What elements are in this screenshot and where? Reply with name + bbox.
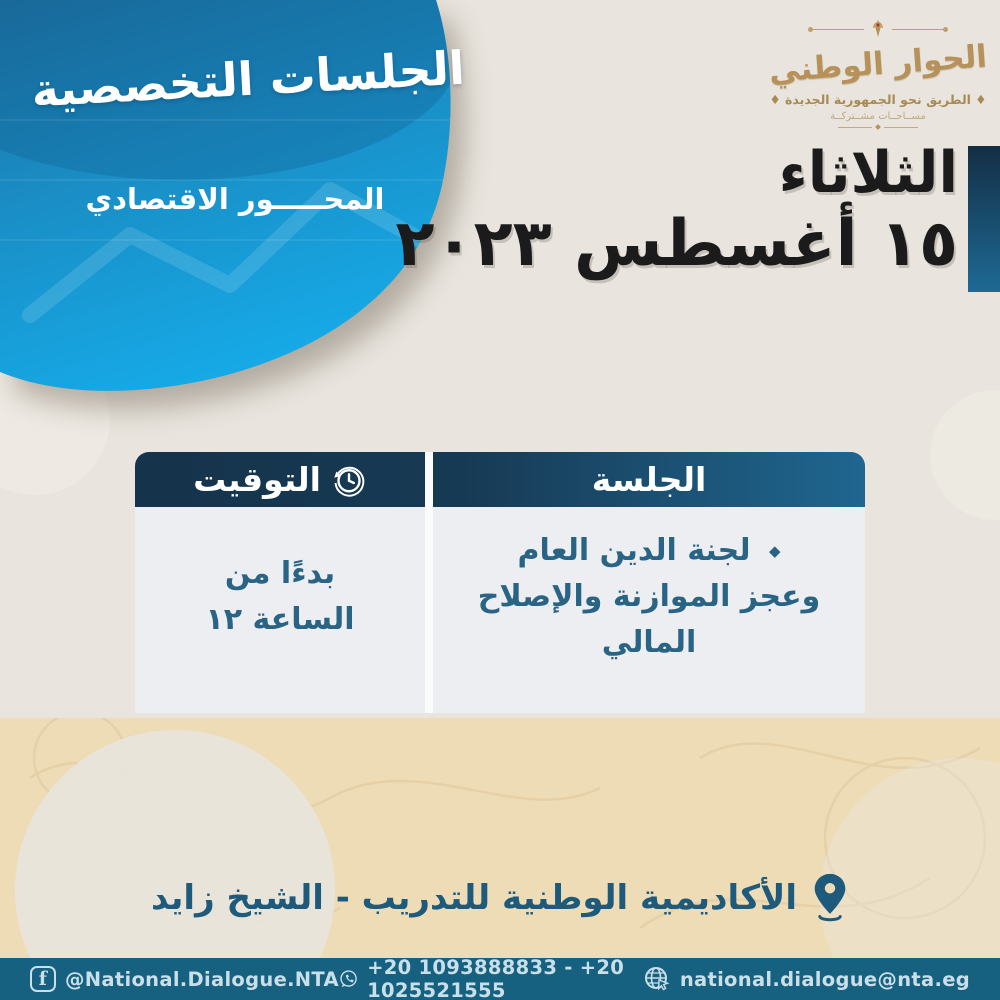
location-row	[0, 872, 1000, 924]
economic-axis-subtitle: المحـــــور الاقتصادي	[85, 182, 385, 216]
whatsapp-contact[interactable]	[339, 956, 643, 1000]
session-title-line2: وعجز الموازنة والإصلاح المالي	[477, 579, 821, 661]
logo-subtagline: مســاحــات مشــتركــة	[830, 111, 926, 122]
background-circle	[930, 390, 1000, 520]
schedule-column-divider	[425, 452, 433, 713]
session-cell	[433, 507, 865, 713]
email-contact[interactable]	[643, 965, 970, 993]
facebook-icon: f	[30, 966, 56, 992]
clock-icon	[331, 462, 367, 498]
time-cell	[135, 507, 425, 713]
logo-ornament-divider	[758, 125, 998, 129]
column-header-session	[433, 452, 865, 507]
location-pin-icon	[811, 872, 849, 924]
email-address: national.dialogue@nta.eg	[679, 967, 970, 991]
globe-cursor-icon	[643, 965, 671, 993]
time-line1: بدءًا من	[224, 556, 336, 591]
sessions-calligraphy-title: الجلسات التخصصية	[30, 40, 466, 118]
eagle-emblem-icon	[870, 19, 886, 39]
footer-contact-bar	[0, 958, 1000, 1000]
logo-wordmark: الحوار الوطني	[767, 38, 989, 90]
event-date-line: ١٥ أغسطس ٢٠٢٣	[395, 206, 958, 281]
time-header-label: التوقيت	[193, 460, 321, 499]
event-weekday: الثلاثاء	[778, 140, 958, 206]
date-accent-bar	[968, 146, 1000, 292]
national-dialogue-logo	[758, 18, 998, 129]
column-header-time	[135, 452, 425, 507]
whatsapp-icon	[339, 965, 358, 993]
session-header-label: الجلسة	[591, 460, 707, 499]
phone-numbers: +20 1093888833 - +20 1025521555	[367, 956, 625, 1000]
event-date	[395, 142, 958, 279]
diamond-bullet: ◆	[769, 542, 781, 561]
venue-name: الأكاديمية الوطنية للتدريب - الشيخ زايد	[151, 878, 797, 918]
session-title-line1: ◆ لجنة الدين العام	[517, 532, 781, 568]
facebook-handle: @National.Dialogue.NTA	[65, 967, 339, 991]
facebook-contact[interactable]	[30, 966, 339, 992]
time-line2: الساعة ١٢	[205, 602, 355, 637]
logo-ornament-line	[812, 29, 864, 30]
logo-tagline: ♦ الطريق نحو الجمهورية الجديدة ♦	[769, 92, 987, 107]
logo-ornament-line	[892, 29, 944, 30]
